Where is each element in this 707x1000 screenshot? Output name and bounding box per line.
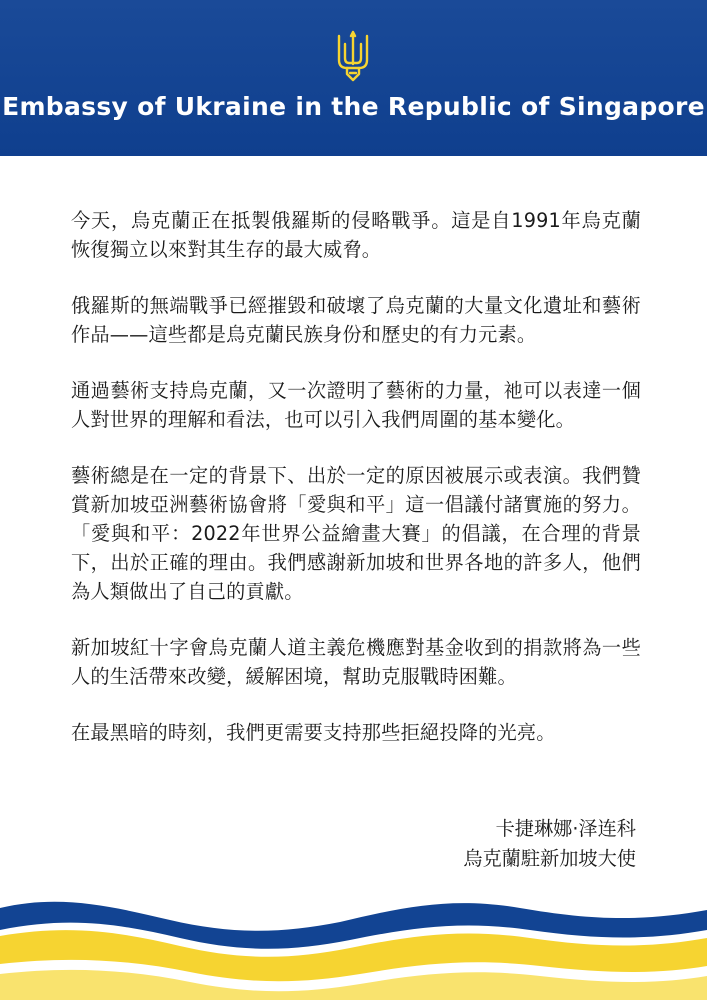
letter-paragraph: 藝術總是在一定的背景下、出於一定的原因被展示或表演。我們贊賞新加坡亞洲藝術協會將「愛與和平」這一倡議付諸實施的努力。「愛與和平：2022年世界公益繪畫大賽」的倡議，在合理的背景下，出於正確的理由。我們感謝新加坡和世界各地的許多人，他們為人類做出了自己的貢獻。 [71,464,641,603]
letter-paragraph: 俄羅斯的無端戰爭已經摧毀和破壞了烏克蘭的大量文化遺址和藝術作品——這些都是烏克蘭民族身份和歷史的有力元素。 [71,294,641,346]
letter-paragraph: 在最黑暗的時刻，我們更需要支持那些拒絕投降的光亮。 [71,721,556,744]
signature-title: 烏克蘭駐新加坡大使 [463,847,636,870]
letter-paragraph: 今天，烏克蘭正在抵製俄羅斯的侵略戰爭。這是自1991年烏克蘭恢復獨立以來對其生存的最大威脅。 [71,209,641,261]
letter-paragraph: 新加坡紅十字會烏克蘭人道主義危機應對基金收到的捐款將為一些人的生活帶來改變，緩解困境，幫助克服戰時困難。 [71,636,641,688]
letter-body [71,206,641,774]
header-banner [0,0,707,156]
signature-block [463,814,636,874]
letter-paragraph: 通過藝術支持烏克蘭，又一次證明了藝術的力量，祂可以表達一個人對世界的理解和看法，也可以引入我們周圍的基本變化。 [71,379,641,431]
signature-name: 卡捷琳娜·泽连科 [495,817,636,840]
flag-waves-decoration [0,900,707,1000]
embassy-title: Embassy of Ukraine in the Republic of Singapore [2,92,705,121]
ukraine-trident-icon [335,30,371,82]
